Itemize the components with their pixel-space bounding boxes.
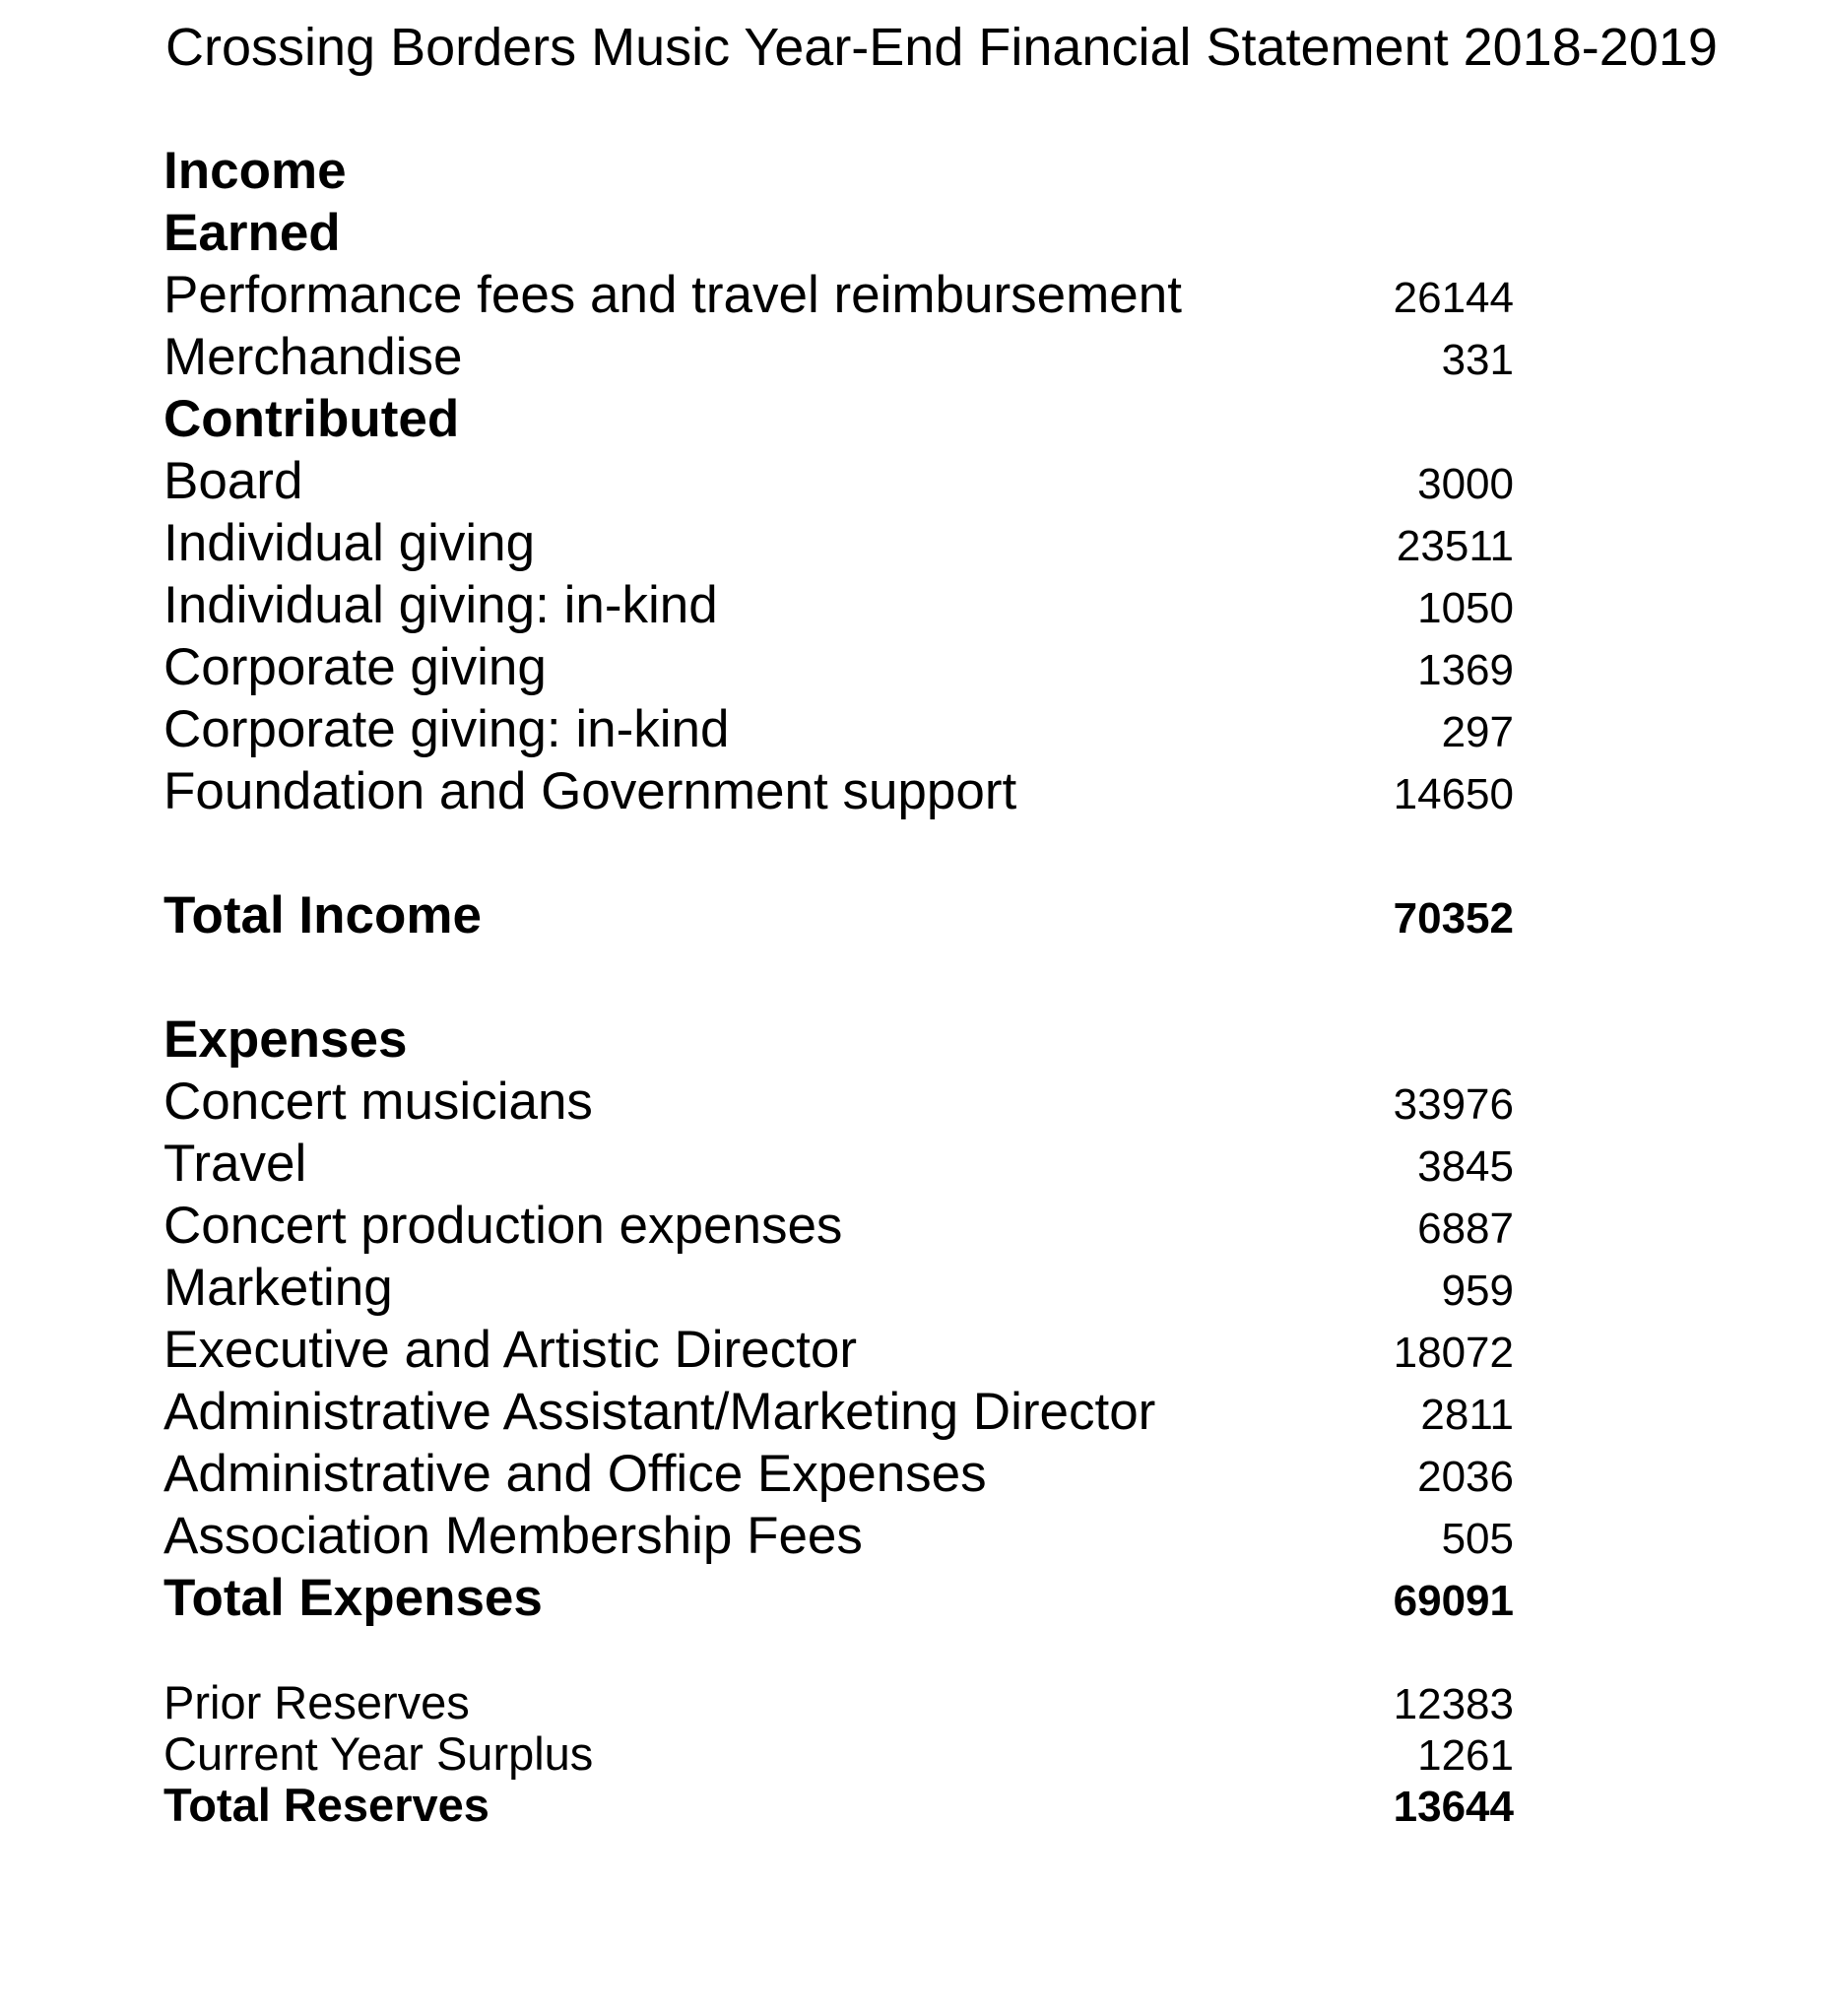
row-label: Administrative Assistant/Marketing Director: [163, 1383, 1156, 1441]
row-travel: [163, 1133, 1514, 1195]
row-board: [163, 450, 1514, 512]
row-prior-reserves: [163, 1677, 1514, 1728]
row-concert-musicians: [163, 1071, 1514, 1133]
row-amount: 1261: [1417, 1731, 1514, 1780]
row-amount: 3000: [1417, 460, 1514, 508]
row-amount: 33976: [1393, 1080, 1514, 1129]
row-admin-assistant-marketing-director: [163, 1381, 1514, 1443]
total-expenses-label: Total Expenses: [163, 1569, 543, 1627]
row-amount: 12383: [1393, 1680, 1514, 1728]
earned-subheading-row: [163, 202, 1514, 264]
row-amount: 297: [1441, 708, 1514, 756]
expenses-section-heading-row: [163, 1008, 1514, 1071]
row-label: Corporate giving: [163, 638, 547, 696]
row-label: Board: [163, 452, 303, 510]
row-marketing: [163, 1257, 1514, 1319]
row-current-year-surplus: [163, 1728, 1514, 1780]
contributed-subheading-row: [163, 388, 1514, 450]
income-section-heading-row: [163, 140, 1514, 202]
row-merchandise: [163, 326, 1514, 388]
row-executive-artistic-director: [163, 1319, 1514, 1381]
statement-body: [163, 140, 1514, 1629]
row-amount: 505: [1441, 1515, 1514, 1563]
total-expenses-amount: 69091: [1393, 1577, 1514, 1625]
row-amount: 18072: [1393, 1329, 1514, 1377]
row-label: Foundation and Government support: [163, 762, 1017, 820]
total-reserves-label: Total Reserves: [163, 1779, 489, 1831]
row-amount: 2811: [1420, 1391, 1514, 1439]
spacer: [163, 822, 1514, 884]
row-label: Executive and Artistic Director: [163, 1321, 857, 1379]
reserves-section: [163, 1677, 1514, 1831]
total-income-row: [163, 884, 1514, 946]
row-amount: 14650: [1393, 770, 1514, 818]
row-label: Current Year Surplus: [163, 1727, 594, 1780]
row-label: Travel: [163, 1135, 307, 1193]
row-label: Prior Reserves: [163, 1676, 470, 1728]
row-amount: 3845: [1417, 1142, 1514, 1191]
row-individual-giving: [163, 512, 1514, 574]
row-concert-production-expenses: [163, 1195, 1514, 1257]
total-reserves-row: [163, 1780, 1514, 1831]
contributed-subheading: Contributed: [163, 390, 460, 448]
row-label: Performance fees and travel reimbursement: [163, 266, 1182, 324]
row-admin-office-expenses: [163, 1443, 1514, 1505]
total-income-label: Total Income: [163, 886, 482, 944]
row-label: Administrative and Office Expenses: [163, 1445, 987, 1503]
row-amount: 6887: [1417, 1204, 1514, 1253]
row-label: Concert production expenses: [163, 1197, 843, 1255]
row-association-membership-fees: [163, 1505, 1514, 1567]
row-amount: 26144: [1393, 274, 1514, 322]
row-performance-fees: [163, 264, 1514, 326]
row-label: Merchandise: [163, 328, 463, 386]
row-corporate-giving-in-kind: [163, 698, 1514, 760]
row-amount: 331: [1441, 336, 1514, 384]
row-individual-giving-in-kind: [163, 574, 1514, 636]
row-foundation-government-support: [163, 760, 1514, 822]
row-label: Individual giving: [163, 514, 536, 572]
row-amount: 1050: [1417, 584, 1514, 632]
row-amount: 2036: [1417, 1453, 1514, 1501]
page-title: Crossing Borders Music Year-End Financial Statement 2018-2019: [165, 18, 1718, 77]
row-amount: 959: [1441, 1267, 1514, 1315]
row-label: Marketing: [163, 1259, 393, 1317]
row-amount: 1369: [1417, 646, 1514, 694]
row-label: Individual giving: in-kind: [163, 576, 718, 634]
total-expenses-row: [163, 1567, 1514, 1629]
row-corporate-giving: [163, 636, 1514, 698]
row-label: Association Membership Fees: [163, 1507, 863, 1565]
income-section-heading: Income: [163, 142, 347, 200]
row-label: Concert musicians: [163, 1073, 593, 1131]
total-reserves-amount: 13644: [1393, 1783, 1514, 1831]
spacer: [163, 946, 1514, 1008]
earned-subheading: Earned: [163, 204, 341, 262]
total-income-amount: 70352: [1393, 894, 1514, 943]
expenses-section-heading: Expenses: [163, 1010, 408, 1069]
row-amount: 23511: [1396, 522, 1514, 570]
row-label: Corporate giving: in-kind: [163, 700, 730, 758]
